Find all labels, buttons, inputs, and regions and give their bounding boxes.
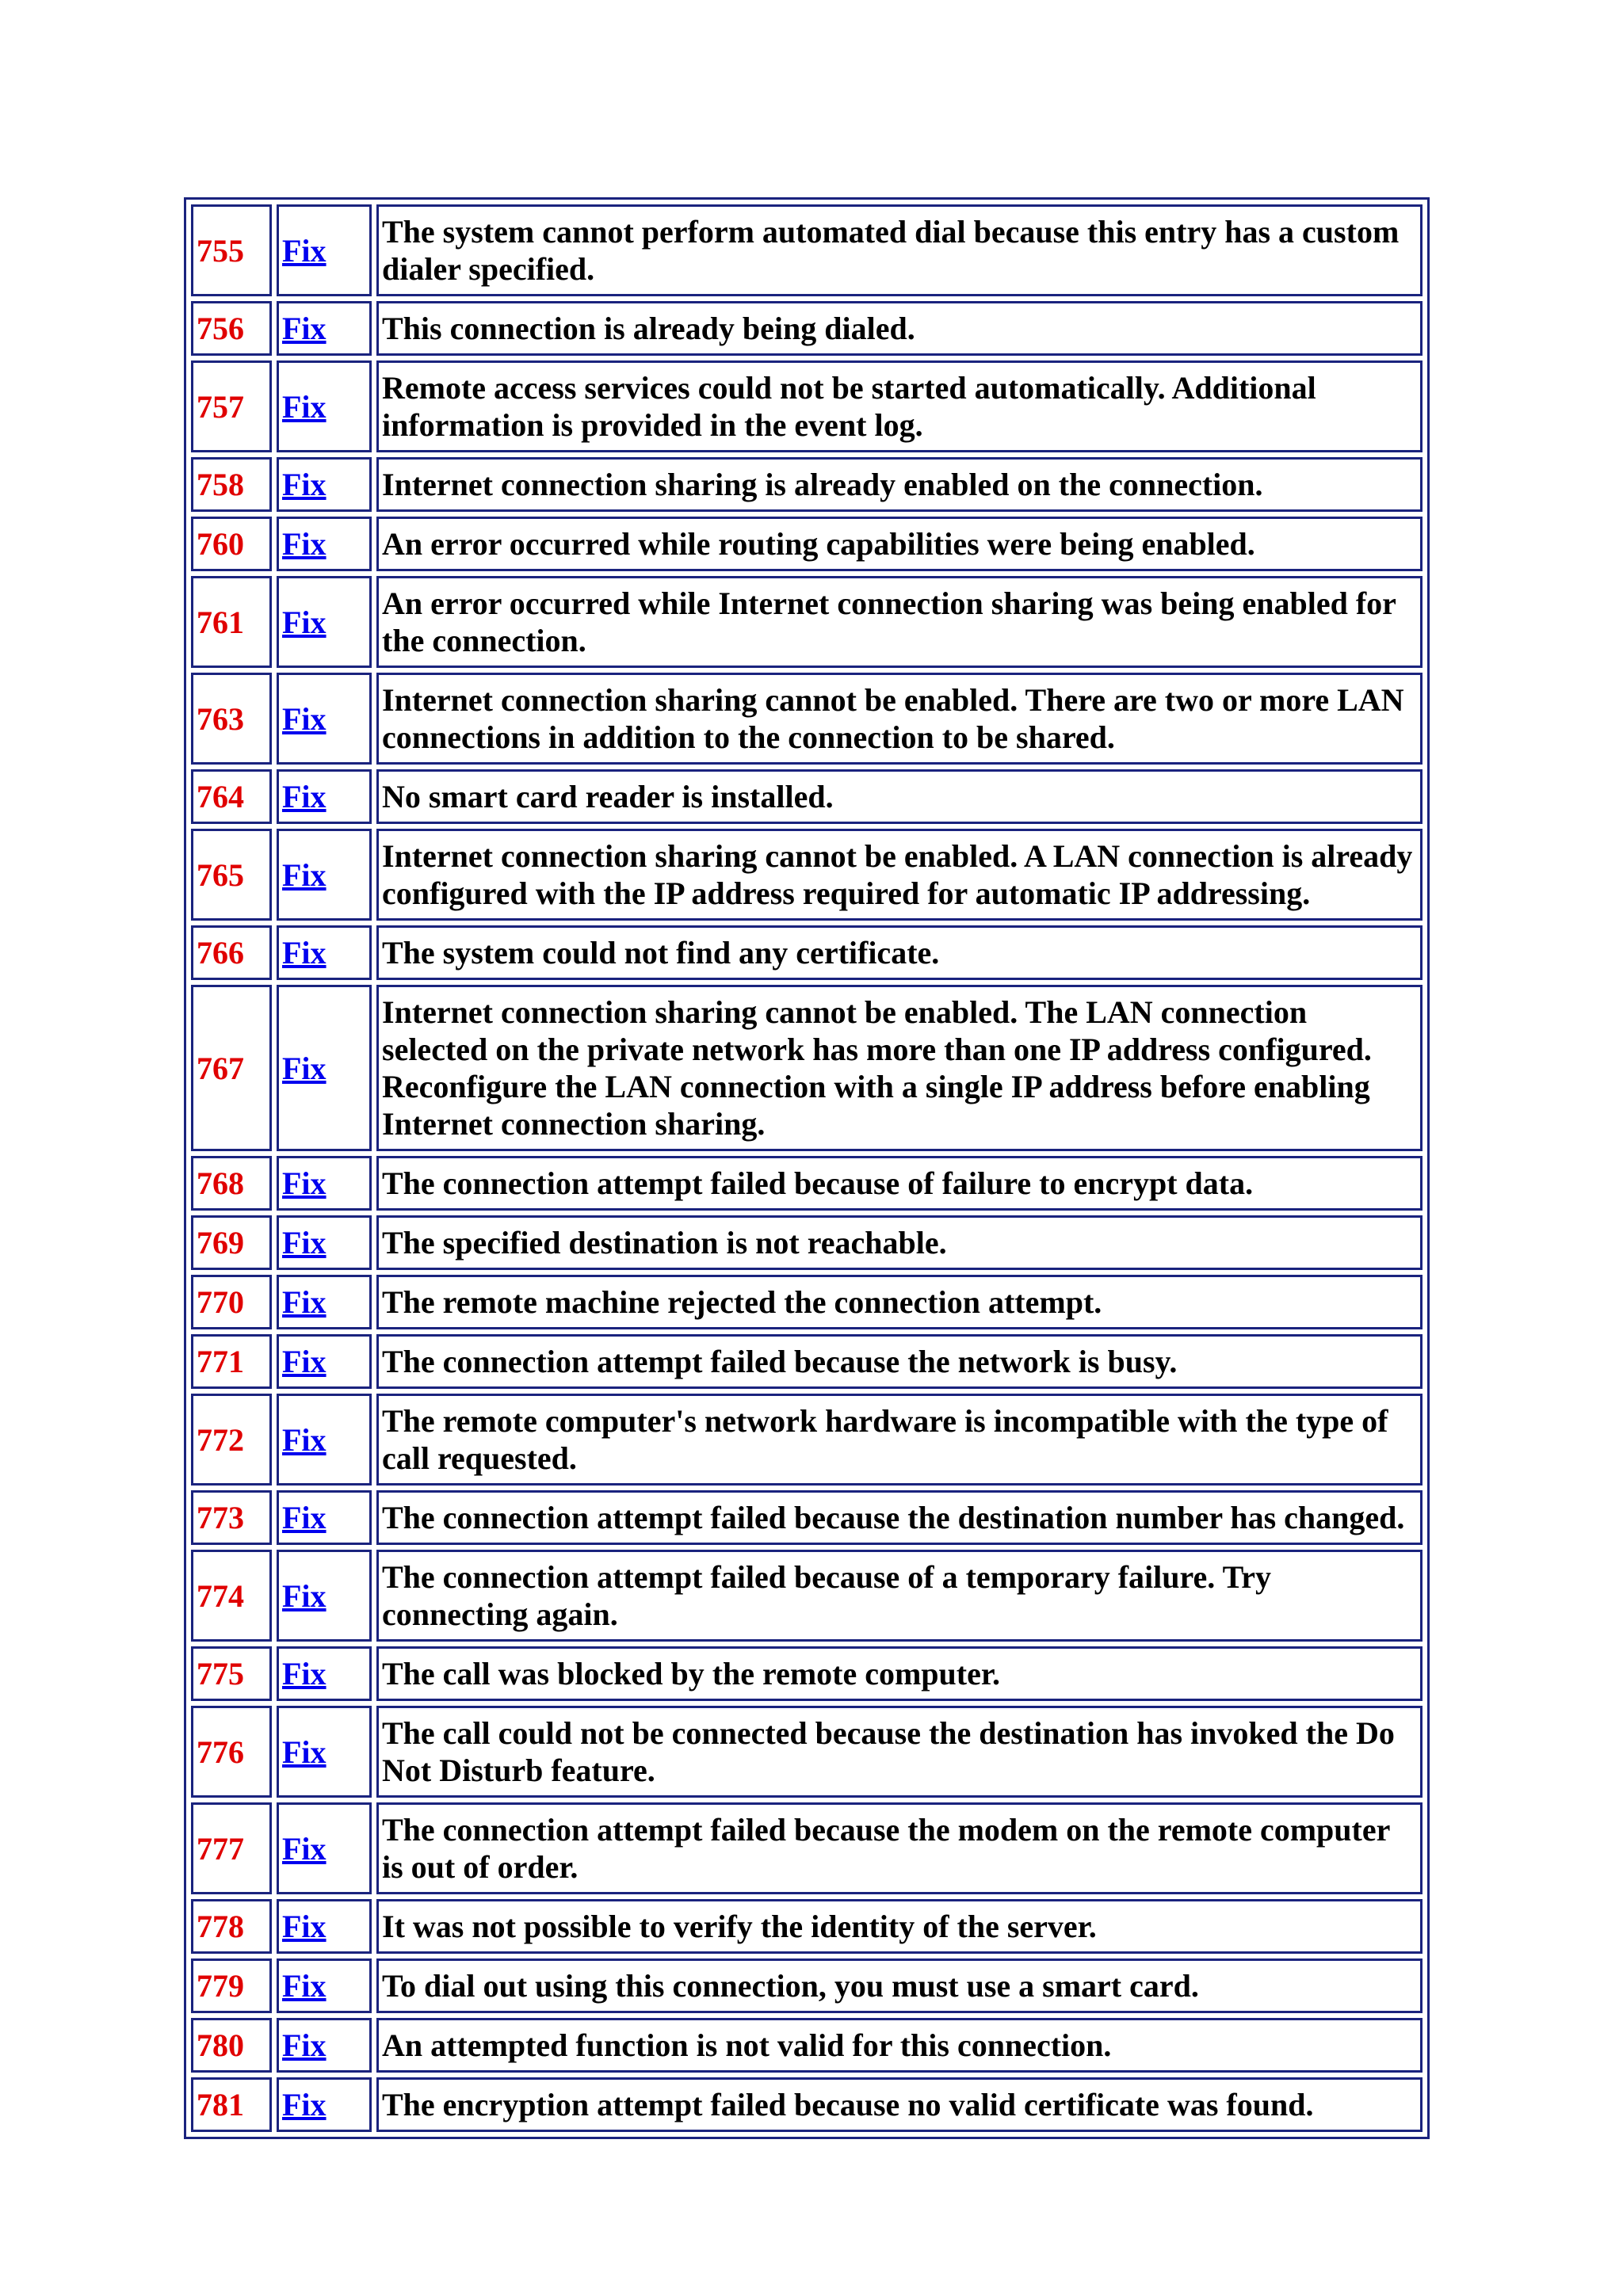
error-code: 767 [191, 985, 272, 1151]
fix-cell [277, 2077, 372, 2132]
fix-link[interactable]: Fix [282, 1909, 327, 1944]
error-description: The system cannot perform automated dial because this entry has a custom dialer specified. [376, 204, 1423, 296]
error-code-rows [191, 204, 1423, 2132]
error-code: 777 [191, 1802, 272, 1894]
fix-cell [277, 1275, 372, 1329]
fix-cell [277, 1958, 372, 2013]
fix-link[interactable]: Fix [282, 1968, 327, 2004]
fix-link[interactable]: Fix [282, 700, 327, 737]
error-code: 774 [191, 1550, 272, 1642]
fix-link[interactable]: Fix [282, 1344, 327, 1379]
fix-cell [277, 769, 372, 824]
error-code: 770 [191, 1275, 272, 1329]
error-description: An attempted function is not valid for this connection. [376, 2018, 1423, 2073]
error-description: The specified destination is not reachable. [376, 1215, 1423, 1270]
fix-cell [277, 204, 372, 296]
fix-link[interactable]: Fix [282, 388, 327, 425]
error-description: An error occurred while routing capabilities were being enabled. [376, 517, 1423, 571]
error-description: The connection attempt failed because of failure to encrypt data. [376, 1156, 1423, 1211]
error-description: The call could not be connected because the destination has invoked the Do Not Disturb feature. [376, 1706, 1423, 1798]
table-row [191, 1394, 1423, 1486]
table-row [191, 1958, 1423, 2013]
table-row [191, 204, 1423, 296]
error-code: 765 [191, 829, 272, 921]
fix-link[interactable]: Fix [282, 526, 327, 562]
error-description: The connection attempt failed because the network is busy. [376, 1334, 1423, 1389]
fix-link[interactable]: Fix [282, 1284, 327, 1320]
fix-link[interactable]: Fix [282, 311, 327, 346]
error-description: An error occurred while Internet connection sharing was being enabled for the connection. [376, 576, 1423, 668]
error-description: Remote access services could not be started automatically. Additional information is provided in the event log. [376, 360, 1423, 452]
error-description: The connection attempt failed because of a temporary failure. Try connecting again. [376, 1550, 1423, 1642]
fix-cell [277, 301, 372, 356]
error-description: The call was blocked by the remote computer. [376, 1646, 1423, 1701]
error-code: 764 [191, 769, 272, 824]
fix-link[interactable]: Fix [282, 1225, 327, 1261]
error-code: 756 [191, 301, 272, 356]
error-code: 778 [191, 1899, 272, 1954]
fix-cell [277, 1334, 372, 1389]
error-description: Internet connection sharing is already enabled on the connection. [376, 457, 1423, 512]
table-row [191, 1490, 1423, 1545]
error-description: No smart card reader is installed. [376, 769, 1423, 824]
fix-cell [277, 1706, 372, 1798]
error-code: 780 [191, 2018, 272, 2073]
error-code: 772 [191, 1394, 272, 1486]
fix-link[interactable]: Fix [282, 1500, 327, 1535]
error-description: The remote machine rejected the connection attempt. [376, 1275, 1423, 1329]
fix-link[interactable]: Fix [282, 1577, 327, 1614]
fix-cell [277, 673, 372, 765]
fix-link[interactable]: Fix [282, 1733, 327, 1770]
table-row [191, 457, 1423, 512]
table-row [191, 1334, 1423, 1389]
fix-link[interactable]: Fix [282, 779, 327, 814]
error-code: 766 [191, 925, 272, 980]
table-row [191, 673, 1423, 765]
fix-cell [277, 1899, 372, 1954]
error-code-table [184, 197, 1430, 2139]
table-row [191, 301, 1423, 356]
table-row [191, 1646, 1423, 1701]
fix-link[interactable]: Fix [282, 1165, 327, 1201]
table-row [191, 925, 1423, 980]
fix-cell [277, 1394, 372, 1486]
error-code: 760 [191, 517, 272, 571]
fix-link[interactable]: Fix [282, 1050, 327, 1086]
table-row [191, 1275, 1423, 1329]
fix-link[interactable]: Fix [282, 1830, 327, 1867]
fix-cell [277, 2018, 372, 2073]
fix-cell [277, 985, 372, 1151]
error-code: 771 [191, 1334, 272, 1389]
error-code: 768 [191, 1156, 272, 1211]
fix-link[interactable]: Fix [282, 232, 327, 269]
error-description: The connection attempt failed because the modem on the remote computer is out of order. [376, 1802, 1423, 1894]
table-row [191, 769, 1423, 824]
error-description: The system could not find any certificate. [376, 925, 1423, 980]
error-description: The connection attempt failed because the destination number has changed. [376, 1490, 1423, 1545]
fix-cell [277, 1550, 372, 1642]
fix-link[interactable]: Fix [282, 2027, 327, 2063]
error-code: 758 [191, 457, 272, 512]
fix-cell [277, 829, 372, 921]
table-row [191, 1706, 1423, 1798]
table-row [191, 1899, 1423, 1954]
error-code: 773 [191, 1490, 272, 1545]
error-code: 761 [191, 576, 272, 668]
error-code: 776 [191, 1706, 272, 1798]
fix-cell [277, 1490, 372, 1545]
table-row [191, 1550, 1423, 1642]
error-code: 781 [191, 2077, 272, 2132]
table-row [191, 2077, 1423, 2132]
error-code: 769 [191, 1215, 272, 1270]
table-row [191, 576, 1423, 668]
table-row [191, 985, 1423, 1151]
table-row [191, 1215, 1423, 1270]
error-description: It was not possible to verify the identity of the server. [376, 1899, 1423, 1954]
fix-cell [277, 360, 372, 452]
error-description: This connection is already being dialed. [376, 301, 1423, 356]
fix-link[interactable]: Fix [282, 467, 327, 502]
fix-link[interactable]: Fix [282, 856, 327, 893]
fix-link[interactable]: Fix [282, 935, 327, 971]
error-code: 779 [191, 1958, 272, 2013]
error-code: 775 [191, 1646, 272, 1701]
fix-link[interactable]: Fix [282, 604, 327, 640]
error-description: To dial out using this connection, you must use a smart card. [376, 1958, 1423, 2013]
fix-cell [277, 576, 372, 668]
fix-cell [277, 925, 372, 980]
fix-cell [277, 1802, 372, 1894]
error-description: The remote computer's network hardware is incompatible with the type of call requested. [376, 1394, 1423, 1486]
error-description: Internet connection sharing cannot be enabled. There are two or more LAN connections in addition to the connection to be shared. [376, 673, 1423, 765]
fix-link[interactable]: Fix [282, 2087, 327, 2122]
fix-link[interactable]: Fix [282, 1421, 327, 1458]
table-row [191, 517, 1423, 571]
table-row [191, 2018, 1423, 2073]
table-row [191, 360, 1423, 452]
error-description: Internet connection sharing cannot be enabled. A LAN connection is already configured with the IP address required for automatic IP addressing. [376, 829, 1423, 921]
error-code: 763 [191, 673, 272, 765]
fix-cell [277, 517, 372, 571]
error-code: 757 [191, 360, 272, 452]
table-row [191, 1156, 1423, 1211]
fix-cell [277, 1646, 372, 1701]
error-description: Internet connection sharing cannot be enabled. The LAN connection selected on the private network has more than one IP address configured. Reconfigure the LAN connection with a single IP address before enabling Internet connection sharing. [376, 985, 1423, 1151]
fix-cell [277, 457, 372, 512]
error-code: 755 [191, 204, 272, 296]
fix-link[interactable]: Fix [282, 1656, 327, 1691]
fix-cell [277, 1156, 372, 1211]
table-row [191, 829, 1423, 921]
fix-cell [277, 1215, 372, 1270]
error-description: The encryption attempt failed because no valid certificate was found. [376, 2077, 1423, 2132]
table-row [191, 1802, 1423, 1894]
